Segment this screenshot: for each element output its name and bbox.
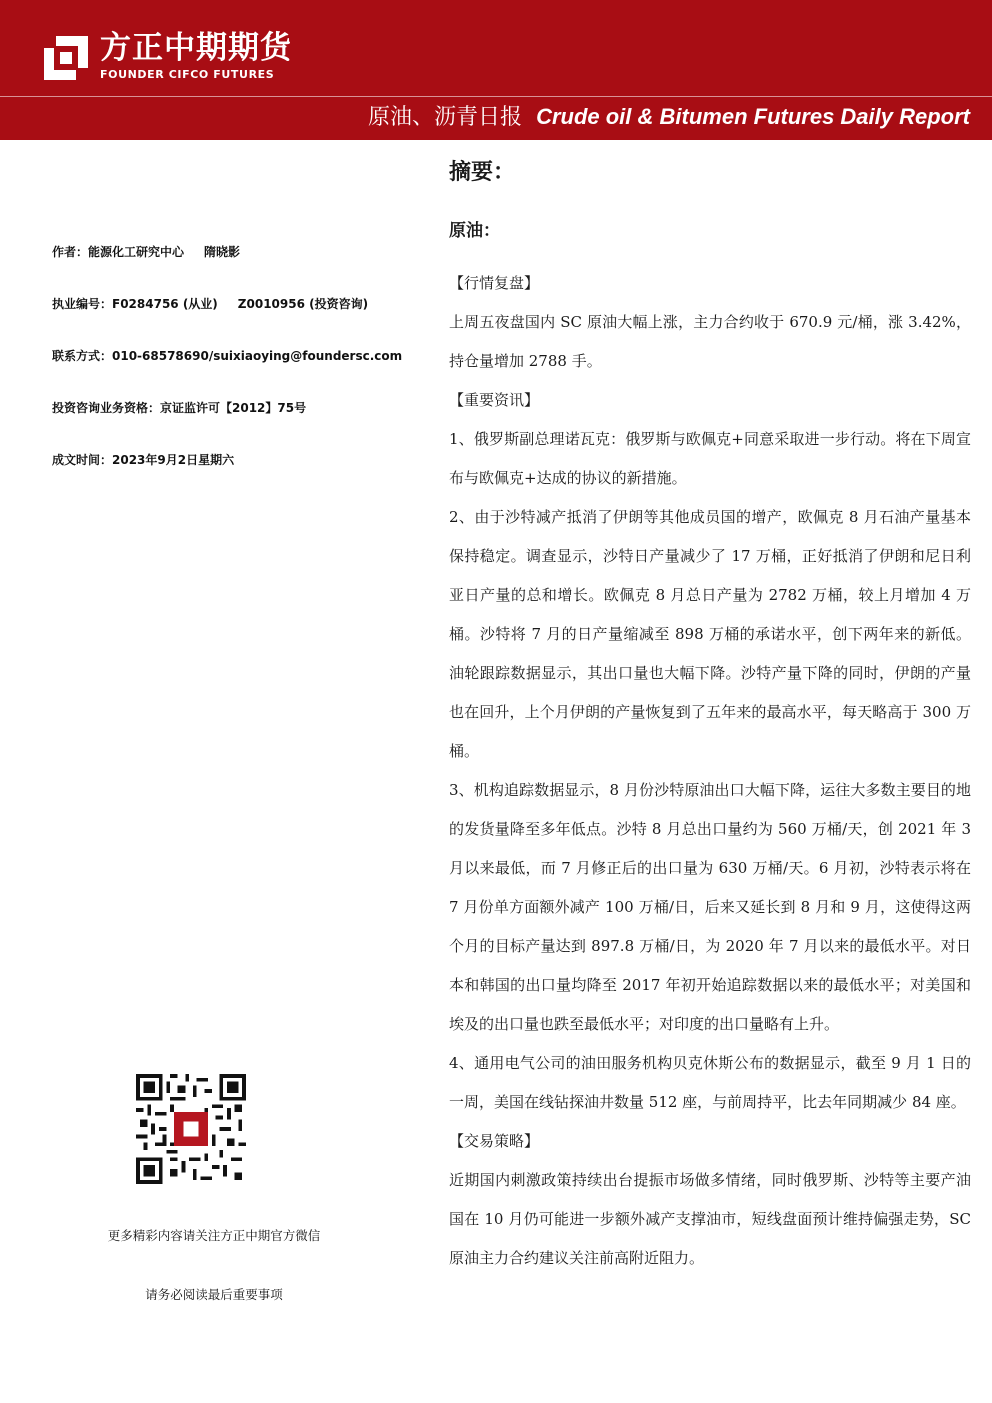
consult-license-number: Z0010956 (投资咨询) [237, 297, 369, 311]
qualification-row: 投资咨询业务资格：京证监许可【2012】75号 [52, 401, 307, 415]
date-row: 成文时间：2023年9月2日星期六 [52, 453, 235, 467]
qr-caption: 更多精彩内容请关注方正中期官方微信 [107, 1228, 321, 1243]
report-title [368, 100, 970, 136]
strategy-heading: 【交易策略】 [449, 1132, 540, 1150]
founder-logo-icon [42, 34, 90, 82]
news-item: 1、俄罗斯副总理诺瓦克：俄罗斯与欧佩克+同意采取进一步行动。将在下周宣布与欧佩克+达成的协议的新措施。 [449, 430, 971, 487]
abstract-title: 摘要： [449, 160, 516, 185]
author-info [52, 240, 422, 500]
license-row [52, 292, 422, 344]
news-item: 3、机构追踪数据显示，8 月份沙特原油出口大幅下降，运往大多数主要目的地的发货量降至多年低点。沙特 8 月总出口量约为 560 万桶/天，创 2021 年 3 月以来最低，而 7 月修正后的出口量为 630 万桶/天。6 月初，沙特表示将在 7 月份单方面额外减产 100 万桶/日，后来又延长到 8 月和 9 月，这使得这两个月的目标产量达到 897.8 万桶/日，为 2020 年 7 月以来的最低水平。对日本和韩国的出口量均降至 2017 年初开始追踪数据以来的最低水平；对美国和埃及的出口量也跌至最低水平；对印度的出口量略有上升。 [449, 781, 971, 1033]
market-review-heading: 【行情复盘】 [449, 274, 540, 292]
news-item: 4、通用电气公司的油田服务机构贝克休斯公布的数据显示，截至 9 月 1 日的一周，美国在线钻探油井数量 512 座，与前周持平，比去年同期减少 84 座。 [449, 1054, 971, 1111]
header-divider [0, 96, 992, 97]
crude-oil-section-title: 原油： [449, 221, 500, 241]
news-item: 2、由于沙特减产抵消了伊朗等其他成员国的增产，欧佩克 8 月石油产量基本保持稳定。调查显示，沙特日产量减少了 17 万桶，正好抵消了伊朗和尼日利亚日产量的总和增长。欧佩克 8 月总日产量为 2782 万桶，较上月增加 4 万桶。沙特将 7 月的日产量缩减至 898 万桶的承诺水平，创下两年来的新低。油轮跟踪数据显示，其出口量也大幅下降。沙特产量下降的同时，伊朗的产量也在回升，上个月伊朗的产量恢复到了五年来的最高水平，每天略高于 300 万桶。 [449, 508, 971, 760]
brand-name-cn: 方正中期期货 [100, 30, 292, 66]
wechat-qr-code-icon[interactable] [136, 1074, 246, 1184]
license-number: 执业编号：F0284756 (从业) [52, 297, 218, 311]
report-title-en: Crude oil & Bitumen Futures Daily Report [536, 104, 970, 129]
disclaimer-note: 请务必阅读最后重要事项 [145, 1287, 283, 1302]
market-review-text: 上周五夜盘国内 SC 原油大幅上涨，主力合约收于 670.9 元/桶，涨 3.42%，持仓量增加 2788 手。 [449, 313, 971, 370]
contact-row: 联系方式：010-68578690/suixiaoying@foundersc.com [52, 349, 403, 363]
brand-name-en: FOUNDER CIFCO FUTURES [100, 68, 275, 81]
strategy-text: 近期国内刺激政策持续出台提振市场做多情绪，同时俄罗斯、沙特等主要产油国在 10 月仍可能进一步额外减产支撑油市，短线盘面预计维持偏强走势，SC 原油主力合约建议关注前高附近阻力。 [449, 1171, 971, 1267]
author-row [52, 240, 422, 292]
author-name: 隋晓影 [204, 245, 241, 259]
report-header [0, 0, 992, 140]
report-title-cn: 原油、沥青日报 [368, 105, 523, 130]
news-heading: 【重要资讯】 [449, 391, 540, 409]
crude-oil-body [449, 264, 971, 1278]
author-label: 作者：能源化工研究中心 [52, 245, 185, 259]
